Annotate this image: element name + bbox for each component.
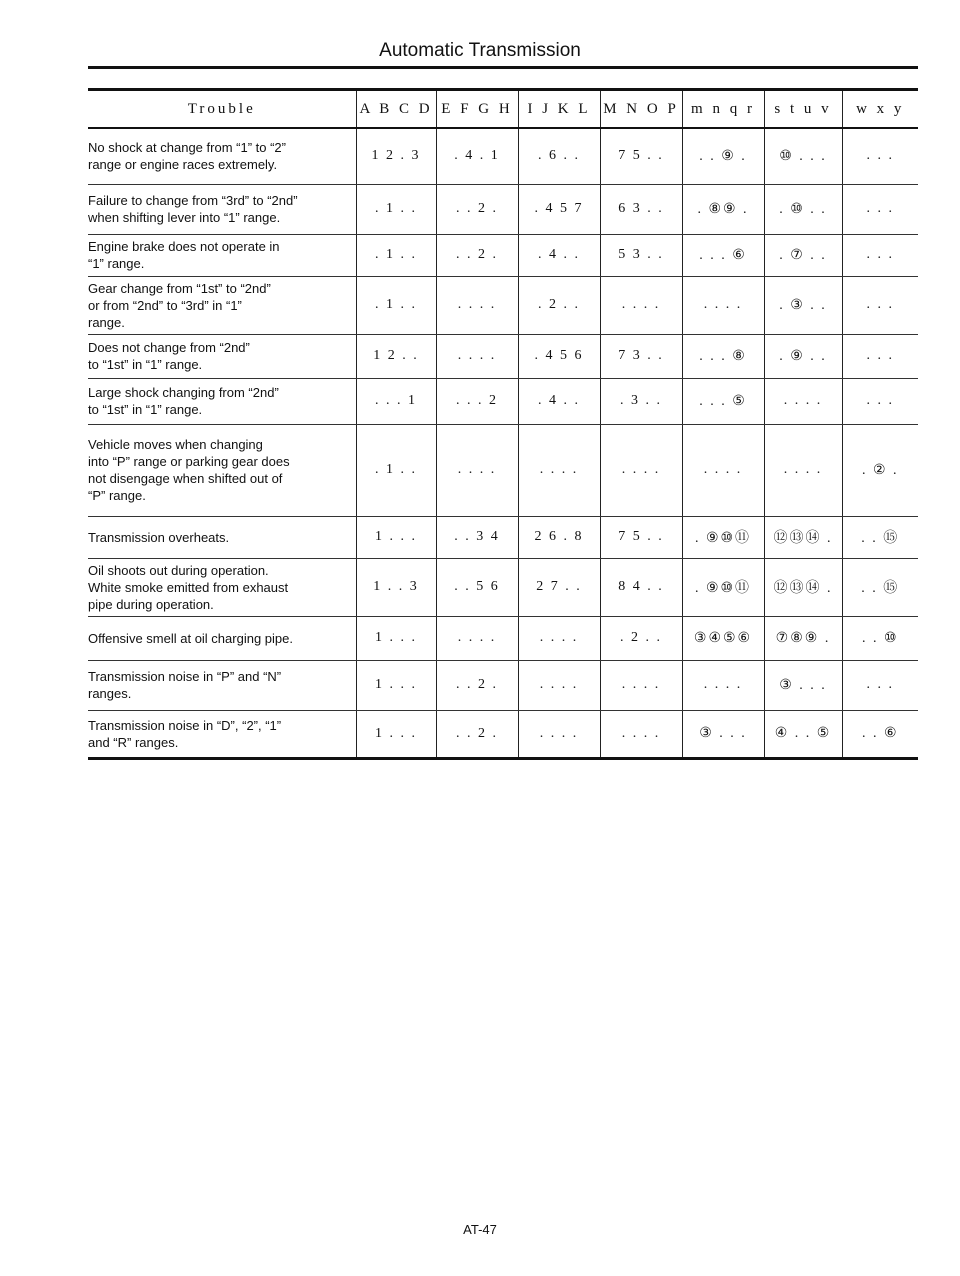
column-header: I J K L — [518, 90, 600, 129]
check-sequence-cell: . . . ⑤ — [682, 378, 764, 424]
trouble-line: “P” range. — [88, 488, 146, 503]
check-sequence-cell: . ⑦ . . — [764, 234, 842, 276]
table-row — [88, 276, 918, 334]
check-sequence-cell: . . ⑥ — [842, 710, 918, 758]
trouble-line: ranges. — [88, 686, 132, 701]
check-sequence-cell: . . ⑮ — [842, 558, 918, 616]
table-row — [88, 424, 918, 516]
check-sequence-cell: . . . . — [436, 276, 518, 334]
check-sequence-cell: . ⑩ . . — [764, 184, 842, 234]
title-rule — [88, 66, 918, 69]
trouble-line: Does not change from “2nd” — [88, 340, 250, 355]
trouble-diagnosis-table — [88, 88, 918, 760]
check-sequence-cell: 1 . . . — [356, 660, 436, 710]
check-sequence-cell: . 4 . 1 — [436, 128, 518, 184]
check-sequence-cell: . . . — [842, 234, 918, 276]
trouble-line: to “1st” in “1” range. — [88, 402, 203, 417]
column-header: M N O P — [600, 90, 682, 129]
check-sequence-cell: . ⑨⑩⑪ — [682, 558, 764, 616]
table-row — [88, 516, 918, 558]
check-sequence-cell: . . . . — [600, 710, 682, 758]
trouble-line: range. — [88, 314, 125, 330]
trouble-line: Offensive smell at oil charging pipe. — [88, 630, 293, 646]
check-sequence-cell: . 2 . . — [600, 616, 682, 660]
trouble-line: No shock at change from “1” to “2” — [88, 140, 286, 156]
trouble-description — [88, 234, 356, 276]
trouble-line: Transmission noise in “D”, “2”, “1” — [88, 717, 282, 733]
trouble-description — [88, 660, 356, 710]
table-row — [88, 128, 918, 184]
check-sequence-cell: . 1 . . — [356, 184, 436, 234]
table-body — [88, 128, 918, 758]
check-sequence-cell: 1 2 . 3 — [356, 128, 436, 184]
check-sequence-cell: . . . — [842, 334, 918, 378]
check-sequence-cell: 2 7 . . — [518, 558, 600, 616]
check-sequence-cell: ④ . . ⑤ — [764, 710, 842, 758]
check-sequence-cell: . . . . — [600, 660, 682, 710]
column-header: Trouble — [88, 90, 356, 129]
check-sequence-cell: . . . . — [436, 334, 518, 378]
check-sequence-cell: . ③ . . — [764, 276, 842, 334]
check-sequence-cell: . 1 . . — [356, 424, 436, 516]
check-sequence-cell: . . . ⑥ — [682, 234, 764, 276]
check-sequence-cell: 1 . . . — [356, 616, 436, 660]
trouble-line: and “R” ranges. — [88, 734, 179, 750]
check-sequence-cell: . . . . — [764, 424, 842, 516]
trouble-description — [88, 128, 356, 184]
trouble-line: Gear change from “1st” to “2nd” — [88, 280, 271, 296]
check-sequence-cell: ⑫⑬⑭ . — [764, 558, 842, 616]
check-sequence-cell: . . . — [842, 128, 918, 184]
trouble-description — [88, 558, 356, 616]
check-sequence-cell: 1 . . 3 — [356, 558, 436, 616]
table-row — [88, 184, 918, 234]
check-sequence-cell: . . 3 4 — [436, 516, 518, 558]
check-sequence-cell: 7 3 . . — [600, 334, 682, 378]
table-row — [88, 234, 918, 276]
check-sequence-cell: 7 5 . . — [600, 128, 682, 184]
check-sequence-cell: . . . 2 — [436, 378, 518, 424]
trouble-line: Large shock changing from “2nd” — [88, 385, 279, 400]
table-row — [88, 660, 918, 710]
check-sequence-cell: . . . . — [436, 616, 518, 660]
trouble-line: to “1st” in “1” range. — [88, 357, 203, 372]
check-sequence-cell: 1 . . . — [356, 516, 436, 558]
trouble-line: Transmission overheats. — [88, 529, 230, 545]
trouble-description — [88, 276, 356, 334]
check-sequence-cell: 6 3 . . — [600, 184, 682, 234]
check-sequence-cell: . . . . — [600, 424, 682, 516]
check-sequence-cell: . 4 5 6 — [518, 334, 600, 378]
table-row — [88, 378, 918, 424]
check-sequence-cell: 1 2 . . — [356, 334, 436, 378]
check-sequence-cell: 2 6 . 8 — [518, 516, 600, 558]
check-sequence-cell: . . . — [842, 660, 918, 710]
trouble-description — [88, 616, 356, 660]
trouble-line: Oil shoots out during operation. — [88, 562, 269, 578]
check-sequence-cell: . . . . — [682, 276, 764, 334]
check-sequence-cell: 8 4 . . — [600, 558, 682, 616]
check-sequence-cell: 1 . . . — [356, 710, 436, 758]
check-sequence-cell: . . . — [842, 378, 918, 424]
check-sequence-cell: . . . — [842, 184, 918, 234]
column-header: m n q r — [682, 90, 764, 129]
check-sequence-cell: . . . . — [518, 660, 600, 710]
table-row — [88, 616, 918, 660]
table-row — [88, 710, 918, 758]
check-sequence-cell: 5 3 . . — [600, 234, 682, 276]
check-sequence-cell: . . . . — [764, 378, 842, 424]
trouble-description — [88, 516, 356, 558]
check-sequence-cell: ⑦⑧⑨ . — [764, 616, 842, 660]
check-sequence-cell: . ⑧⑨ . — [682, 184, 764, 234]
trouble-line: or from “2nd” to “3rd” in “1” — [88, 297, 242, 313]
page-title: Automatic Transmission — [379, 40, 581, 61]
check-sequence-cell: . 4 . . — [518, 234, 600, 276]
check-sequence-cell: . 1 . . — [356, 234, 436, 276]
trouble-line: pipe during operation. — [88, 596, 214, 612]
trouble-line: Transmission noise in “P” and “N” — [88, 669, 282, 684]
check-sequence-cell: . . ⑩ — [842, 616, 918, 660]
check-sequence-cell: . . . ⑧ — [682, 334, 764, 378]
trouble-line: Engine brake does not operate in — [88, 239, 280, 254]
check-sequence-cell: . . 2 . — [436, 660, 518, 710]
check-sequence-cell: . . . . — [518, 616, 600, 660]
trouble-description — [88, 334, 356, 378]
check-sequence-cell: . . . . — [436, 424, 518, 516]
check-sequence-cell: ③ . . . — [682, 710, 764, 758]
check-sequence-cell: . . . . — [518, 710, 600, 758]
check-sequence-cell: . . . . — [600, 276, 682, 334]
check-sequence-cell: ③ . . . — [764, 660, 842, 710]
check-sequence-cell: . 4 5 7 — [518, 184, 600, 234]
trouble-description — [88, 424, 356, 516]
check-sequence-cell: 7 5 . . — [600, 516, 682, 558]
check-sequence-cell: . . 2 . — [436, 234, 518, 276]
trouble-line: Vehicle moves when changing — [88, 437, 263, 452]
check-sequence-cell: . 3 . . — [600, 378, 682, 424]
check-sequence-cell: . ⑨⑩⑪ — [682, 516, 764, 558]
check-sequence-cell: . . ⑨ . — [682, 128, 764, 184]
check-sequence-cell: ③④⑤⑥ — [682, 616, 764, 660]
check-sequence-cell: . 6 . . — [518, 128, 600, 184]
check-sequence-cell: . . 2 . — [436, 710, 518, 758]
check-sequence-cell: . . 5 6 — [436, 558, 518, 616]
column-header: w x y — [842, 90, 918, 129]
check-sequence-cell: . . . . — [682, 424, 764, 516]
check-sequence-cell: . . . . — [682, 660, 764, 710]
check-sequence-cell: . . 2 . — [436, 184, 518, 234]
page-number: AT-47 — [463, 1222, 497, 1237]
trouble-line: Failure to change from “3rd” to “2nd” — [88, 193, 298, 208]
trouble-description — [88, 710, 356, 758]
check-sequence-cell: ⑩ . . . — [764, 128, 842, 184]
trouble-description — [88, 378, 356, 424]
column-header: E F G H — [436, 90, 518, 129]
column-header: A B C D — [356, 90, 436, 129]
trouble-line: “1” range. — [88, 256, 145, 271]
check-sequence-cell: . . ⑮ — [842, 516, 918, 558]
check-sequence-cell: . . . 1 — [356, 378, 436, 424]
table-row — [88, 334, 918, 378]
column-header: s t u v — [764, 90, 842, 129]
check-sequence-cell: . ⑨ . . — [764, 334, 842, 378]
check-sequence-cell: . 2 . . — [518, 276, 600, 334]
trouble-line: when shifting lever into “1” range. — [88, 210, 281, 225]
trouble-line: range or engine races extremely. — [88, 157, 278, 173]
trouble-description — [88, 184, 356, 234]
check-sequence-cell: . 1 . . — [356, 276, 436, 334]
check-sequence-cell: . . . — [842, 276, 918, 334]
table-header-row — [88, 90, 918, 129]
check-sequence-cell: . ② . — [842, 424, 918, 516]
check-sequence-cell: . . . . — [518, 424, 600, 516]
trouble-line: into “P” range or parking gear does — [88, 454, 290, 469]
table-row — [88, 558, 918, 616]
trouble-line: not disengage when shifted out of — [88, 471, 283, 486]
check-sequence-cell: . 4 . . — [518, 378, 600, 424]
check-sequence-cell: ⑫⑬⑭ . — [764, 516, 842, 558]
trouble-line: White smoke emitted from exhaust — [88, 579, 289, 595]
